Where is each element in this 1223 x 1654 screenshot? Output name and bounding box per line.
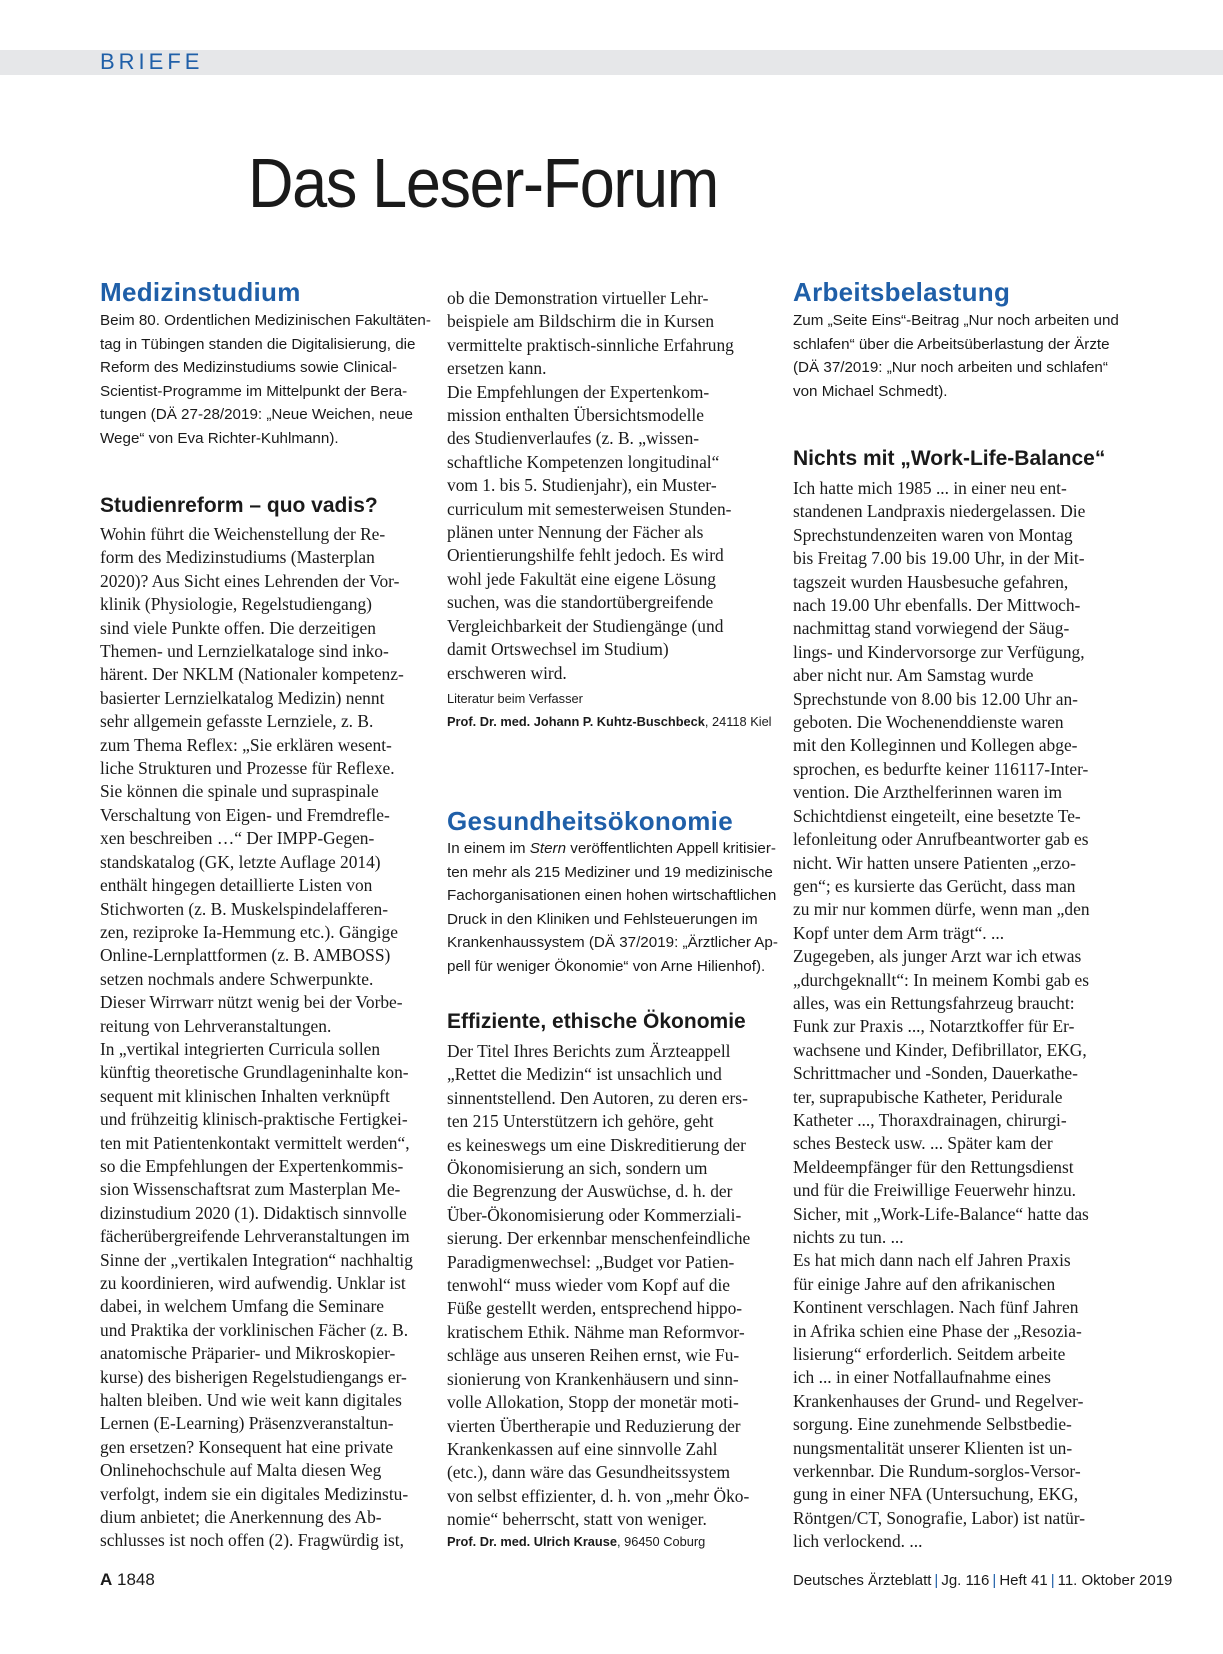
body-line: Sprechstundenzeiten waren von Montag <box>793 524 1073 545</box>
body-line: zum Thema Reflex: „Sie erklären wesent- <box>100 734 392 755</box>
body-line: setzen nochmals andere Schwerpunkte. <box>100 968 374 989</box>
body-line: Wohin führt die Weichenstellung der Re- <box>100 524 386 544</box>
body-line: zu koordinieren, wird aufwendig. Unklar ist <box>100 1273 406 1293</box>
body-line: xen beschreiben …“ Der IMPP-Gegen- <box>100 828 375 849</box>
topic-arbeitsbelastung: Arbeitsbelastung <box>793 277 1011 307</box>
body-line: Krankenhauses der Grund- und Regelver- <box>793 1390 1084 1411</box>
intro-line: ten mehr als 215 Mediziner und 19 medizinische <box>447 863 773 881</box>
body-line: sion Wissenschaftsrat zum Masterplan Me- <box>100 1179 401 1200</box>
body-line: vom 1. bis 5. Studienjahr), ein Muster- <box>447 475 717 496</box>
body-line: nachmittag stand vorwiegend der Säug- <box>793 618 1070 639</box>
body-line: schaftliche Kompetenzen longitudinal“ <box>447 451 720 472</box>
body-line: liche Strukturen und Prozesse für Reflexe. <box>100 758 395 779</box>
body-line: Online-Lernplattformen (z. B. AMBOSS) <box>100 945 391 966</box>
body-line: klinik (Physiologie, Regelstudiengang) <box>100 594 372 615</box>
body-line: kurse) des bisherigen Regelstudiengangs er- <box>100 1366 407 1387</box>
body-line: Stichworten (z. B. Muskelspindelafferen- <box>100 898 388 919</box>
body-line: Sicher, mit „Work-Life-Balance“ hatte das <box>793 1203 1089 1224</box>
intro-line: Wege“ von Eva Richter-Kuhlmann). <box>100 429 339 447</box>
body-line: Katheter ..., Thoraxdrainagen, chirurgi- <box>793 1109 1067 1130</box>
journal-volume: Jg. 116 <box>941 1572 990 1589</box>
intro-line: schlafen“ über die Arbeitsüberlastung der Ärzte <box>793 335 1110 353</box>
body-line: ob die Demonstration virtueller Lehr- <box>447 288 709 308</box>
body-line: sinnentstellend. Den Autoren, zu deren ers- <box>447 1087 748 1108</box>
body-line: wachsene und Kinder, Defibrillator, EKG, <box>793 1039 1087 1060</box>
headline-studienreform: Studienreform – quo vadis? <box>100 494 378 517</box>
body-line: curriculum mit semesterweisen Stunden- <box>447 498 732 519</box>
body-line: Röntgen/CT, Sonografie, Labor) ist natür- <box>793 1507 1086 1528</box>
author-signature <box>447 712 772 732</box>
body-line: Onlinehochschule auf Malta diesen Weg <box>100 1460 382 1481</box>
body-line: Lernen (E-Learning) Präsenzveranstaltun- <box>100 1413 394 1434</box>
body-line: und Praktika der vorklinischen Fächer (z. B. <box>100 1319 409 1340</box>
body-line: Sinne der „vertikalen Integration“ nachhaltig <box>100 1249 413 1270</box>
body-line: lisierung“ erforderlich. Seitdem arbeite <box>793 1344 1066 1365</box>
intro-line: pell für weniger Ökonomie“ von Arne Hilienhof). <box>447 957 766 975</box>
body-line: standenen Landpraxis niedergelassen. Die <box>793 501 1086 522</box>
body-line: Zugegeben, als junger Arzt war ich etwas <box>793 946 1082 967</box>
body-line: enthält hingegen detaillierte Listen von <box>100 875 373 896</box>
intro-prefix: In einem im <box>447 840 530 857</box>
body-line: vermittelte praktisch-sinnliche Erfahrung <box>447 334 734 355</box>
body-line: Verschaltung von Eigen- und Fremdrefle- <box>100 804 390 825</box>
letter-body-continued <box>447 287 734 685</box>
journal-info <box>793 1572 1172 1589</box>
body-line: fächerübergreifende Lehrveranstaltungen im <box>100 1226 410 1247</box>
section-label: BRIEFE <box>100 49 204 74</box>
body-line: 2020)? Aus Sicht eines Lehrenden der Vor- <box>100 570 400 591</box>
body-line: aber nicht nur. Am Samstag wurde <box>793 665 1034 686</box>
author-name: Prof. Dr. med. Ulrich Krause <box>447 1534 617 1549</box>
body-line: dabei, in welchem Umfang die Seminare <box>100 1296 384 1317</box>
body-line: so die Empfehlungen der Expertenkommis- <box>100 1155 404 1176</box>
body-line: die Begrenzung der Auswüchse, d. h. der <box>447 1181 733 1202</box>
body-line: und frühzeitig klinisch-praktische Fertigkei- <box>100 1109 408 1130</box>
page-number-value: 1848 <box>112 1570 155 1589</box>
body-line: sehr allgemein gefasste Lernziele, z. B. <box>100 711 374 732</box>
body-line: bis Freitag 7.00 bis 19.00 Uhr, in der Mit- <box>793 548 1085 569</box>
body-line: des Studienverlaufes (z. B. „wissen- <box>447 428 700 449</box>
body-line: Dieser Wirrwarr nützt wenig bei der Vorbe- <box>100 992 403 1013</box>
body-line: Schrittmacher und -Sonden, Dauerkathe- <box>793 1063 1078 1084</box>
headline-work-life-balance: Nichts mit „Work-Life-Balance“ <box>793 447 1106 470</box>
body-line: härent. Der NKLM (Nationaler kompetenz- <box>100 664 404 685</box>
body-line: zen, reziproke Ia-Hemmung etc.). Gängige <box>100 921 398 942</box>
body-line: volle Allokation, Stopp der monetär moti- <box>447 1392 739 1413</box>
body-line: (etc.), dann wäre das Gesundheitssystem <box>447 1462 730 1483</box>
author-name: Prof. Dr. med. Johann P. Kuhtz-Buschbeck <box>447 714 705 729</box>
body-line: zu mir nur kommen dürfe, wenn man „den <box>793 899 1090 920</box>
intro-line: Reform des Medizinstudiums sowie Clinical- <box>100 359 398 376</box>
body-line: Paradigmenwechsel: „Budget vor Patien- <box>447 1251 735 1272</box>
body-line: mission enthalten Übersichtsmodelle <box>447 405 704 426</box>
body-line: reitung von Lehrveranstaltungen. <box>100 1015 332 1036</box>
page-prefix: A <box>100 1570 113 1589</box>
body-line: Orientierungshilfe fehlt jedoch. Es wird <box>447 545 724 566</box>
intro-line: Krankenhaussystem (DÄ 37/2019: „Ärztlicher Ap- <box>447 934 778 951</box>
body-line: Sie können die spinale und supraspinale <box>100 781 379 802</box>
intro-italic: Stern <box>529 840 567 857</box>
topic-gesundheitsoekonomie: Gesundheitsökonomie <box>447 806 733 836</box>
body-line: es keineswegs um eine Diskreditierung der <box>447 1134 746 1155</box>
body-line: erschweren wird. <box>447 662 567 683</box>
body-line: schläge aus unseren Reihen ernst, wie Fu- <box>447 1345 740 1366</box>
intro-rest: veröffentlichten Appell kritisier- <box>566 840 776 857</box>
body-line: „durchgeknallt“: In meinem Kombi gab es <box>793 969 1090 990</box>
body-line: gen ersetzen? Konsequent hat eine private <box>100 1436 394 1457</box>
body-line: In „vertikal integrierten Curricula sollen <box>100 1038 381 1059</box>
separator: | <box>992 1572 997 1589</box>
journal-issue: Heft 41 <box>999 1572 1048 1589</box>
body-line: damit Ortswechsel im Studium) <box>447 639 669 660</box>
body-line: nach 19.00 Uhr ebenfalls. Der Mittwoch- <box>793 595 1081 616</box>
body-line: lings- und Kindervorsorge zur Verfügung, <box>793 641 1085 662</box>
body-line: kratischem Ethik. Nähme man Reformvor- <box>447 1321 745 1342</box>
body-line: ten mit Patientenkontakt vermittelt werden“, <box>100 1132 410 1153</box>
intro-line: Druck in den Kliniken und Fehlsteuerungen im <box>447 910 758 928</box>
body-line: nichts zu tun. ... <box>793 1227 904 1247</box>
headline-effiziente-oekonomie: Effiziente, ethische Ökonomie <box>447 1010 746 1033</box>
separator: | <box>934 1572 939 1589</box>
journal-name: Deutsches Ärzteblatt <box>793 1572 932 1589</box>
body-line: für einige Jahre auf den afrikanischen <box>793 1273 1056 1294</box>
letter-body-oekonomie <box>447 1040 750 1532</box>
body-line: Ökonomisierung an sich, sondern um <box>447 1158 708 1179</box>
topic-medizinstudium: Medizinstudium <box>100 277 301 307</box>
body-line: sequent mit klinischen Inhalten verknüpft <box>100 1085 390 1106</box>
body-line: Schichtdienst eingeteilt, eine besetzte Te- <box>793 805 1081 826</box>
body-line: tagszeit wurden Hausbesuche gefahren, <box>793 571 1069 592</box>
body-line: form des Medizinstudiums (Masterplan <box>100 547 375 568</box>
body-line: dium anbietet; die Anerkennung des Ab- <box>100 1507 382 1528</box>
body-line: nomie“ beherrscht, statt von weniger. <box>447 1509 707 1530</box>
body-line: wohl jede Fakultät eine eigene Lösung <box>447 568 716 589</box>
body-line: Füße gestellt werden, entsprechend hippo- <box>447 1298 743 1319</box>
body-line: Krankenkassen auf eine sinnvolle Zahl <box>447 1438 718 1459</box>
body-line: sind viele Punkte offen. Die derzeitigen <box>100 617 376 638</box>
intro-line: Fachorganisationen einen hohen wirtschaftlichen <box>447 887 777 904</box>
body-line: in Afrika schien eine Phase der „Resozia- <box>793 1320 1082 1341</box>
body-line: alles, was ein Rettungsfahrzeug braucht: <box>793 992 1075 1013</box>
body-line: verkennbar. Die Rundum-sorglos-Versor- <box>793 1461 1081 1482</box>
intro-line: (DÄ 37/2019: „Nur noch arbeiten und schlafen“ <box>793 359 1108 376</box>
body-line: beispiele am Bildschirm die in Kursen <box>447 311 715 332</box>
body-line: Vergleichbarkeit der Studiengänge (und <box>447 615 724 636</box>
body-line: sorgung. Eine zunehmende Selbstbedie- <box>793 1414 1072 1435</box>
page-number <box>100 1570 155 1590</box>
body-line: vierten Übertherapie und Reduzierung der <box>447 1415 741 1436</box>
body-line: schlusses ist noch offen (2). Fragwürdig ist, <box>100 1530 404 1551</box>
intro-medizinstudium <box>100 309 431 450</box>
body-line: mit den Kolleginnen und Kollegen abge- <box>793 735 1078 756</box>
body-line: tenwohl“ muss wieder vom Kopf auf die <box>447 1275 731 1296</box>
literature-note: Literatur beim Verfasser <box>447 691 583 706</box>
author-signature <box>447 1532 705 1552</box>
body-line: halten bleiben. Und wie weit kann digitales <box>100 1390 402 1411</box>
intro-arbeitsbelastung <box>793 309 1119 403</box>
intro-line <box>447 837 778 861</box>
body-line: Sprechstunde von 8.00 bis 12.00 Uhr an- <box>793 688 1078 709</box>
author-place: , 96450 Coburg <box>616 1534 706 1549</box>
body-line: Ich hatte mich 1985 ... in einer neu ent- <box>793 478 1067 498</box>
intro-line: Zum „Seite Eins“-Beitrag „Nur noch arbeiten und <box>793 312 1119 329</box>
body-line: von selbst effizienter, d. h. von „mehr Öko- <box>447 1485 750 1506</box>
intro-line: von Michael Schmedt). <box>793 382 948 400</box>
body-line: dizinstudium 2020 (1). Didaktisch sinnvolle <box>100 1202 407 1223</box>
intro-line: Beim 80. Ordentlichen Medizinischen Fakultäten- <box>100 312 431 329</box>
body-line: sprochen, es bedurfte keiner 116117-Inter- <box>793 758 1089 779</box>
body-line: Themen- und Lernzielkataloge sind inko- <box>100 641 389 662</box>
body-line: künftig theoretische Grundlageninhalte kon- <box>100 1062 409 1083</box>
body-line: nicht. Wir hatten unsere Patienten „erzo- <box>793 852 1076 873</box>
body-line: Meldeempfänger für den Rettungsdienst <box>793 1156 1074 1177</box>
intro-line: Scientist-Programme im Mittelpunkt der Bera- <box>100 382 408 400</box>
body-line: anatomische Präparier- und Mikroskopier- <box>100 1343 396 1364</box>
letter-body-arbeitsbelastung <box>793 477 1090 1554</box>
body-line: lefonleitung oder Anrufbeantworter gab es <box>793 829 1089 850</box>
body-line: sionierung von Krankenhäusern und sinn- <box>447 1368 739 1389</box>
body-line: gung in einer NFA (Untersuchung, EKG, <box>793 1484 1079 1505</box>
body-line: „Rettet die Medizin“ ist unsachlich und <box>447 1064 722 1085</box>
body-line: Der Titel Ihres Berichts zum Ärzteappell <box>447 1041 731 1061</box>
body-line: geboten. Die Wochenenddienste waren <box>793 712 1064 733</box>
body-line: gen“; es kursierte das Gerücht, dass man <box>793 875 1076 896</box>
letter-body-studienreform <box>100 523 413 1553</box>
body-line: Kopf unter dem Arm trägt“. ... <box>793 922 1005 943</box>
intro-line: tag in Tübingen standen die Digitalisierung, die <box>100 335 416 353</box>
body-line: vention. Die Arzthelferinnen waren im <box>793 782 1062 803</box>
body-line: standskatalog (GK, letzte Auflage 2014) <box>100 851 381 872</box>
body-line: verfolgt, indem sie ein digitales Medizinstu- <box>100 1483 409 1504</box>
intro-gesundheitsoekonomie <box>447 837 778 978</box>
journal-date: 11. Oktober 2019 <box>1057 1572 1173 1589</box>
body-line: ter, suprapubische Katheter, Peridurale <box>793 1086 1063 1107</box>
body-line: basierter Lernzielkatalog Medizin) nennt <box>100 687 385 708</box>
body-line: ersetzen kann. <box>447 358 547 379</box>
body-line: ich ... in einer Notfallaufnahme eines <box>793 1367 1051 1388</box>
page-title: Das Leser-Forum <box>248 144 718 222</box>
author-place: , 24118 Kiel <box>704 714 772 729</box>
body-line: suchen, was die standortübergreifende <box>447 592 714 613</box>
body-line: und für die Freiwillige Feuerwehr hinzu. <box>793 1180 1077 1201</box>
body-line: Kontinent verschlagen. Nach fünf Jahren <box>793 1297 1079 1318</box>
body-line: sches Besteck usw. ... Später kam der <box>793 1133 1053 1154</box>
separator: | <box>1050 1572 1055 1589</box>
body-line: plänen unter Nennung der Fächer als <box>447 522 704 543</box>
body-line: Funk zur Praxis ..., Notarztkoffer für Er- <box>793 1016 1075 1037</box>
intro-line: tungen (DÄ 27-28/2019: „Neue Weichen, neue <box>100 406 413 423</box>
body-line: sierung. Der erkennbar menschenfeindliche <box>447 1228 751 1249</box>
body-line: Es hat mich dann nach elf Jahren Praxis <box>793 1250 1071 1271</box>
body-line: Über-Ökonomisierung oder Kommerziali- <box>447 1204 742 1225</box>
body-line: ten 215 Unterstützern ich gehöre, geht <box>447 1111 714 1132</box>
body-line: lich verlockend. ... <box>793 1531 923 1552</box>
body-line: Die Empfehlungen der Expertenkom- <box>447 381 710 402</box>
body-line: nungsmentalität unserer Klienten ist un- <box>793 1437 1073 1458</box>
